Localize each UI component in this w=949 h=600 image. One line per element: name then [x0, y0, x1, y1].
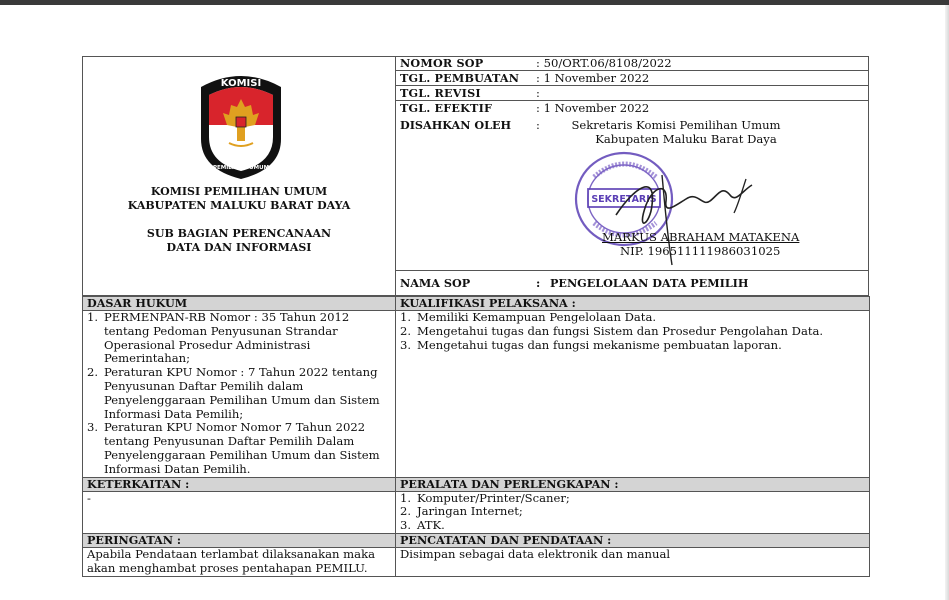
nama-sop-row: NAMA SOP : PENGELOLAAN DATA PEMILIH — [396, 270, 868, 295]
section-content-row — [83, 491, 870, 533]
approver-name: MARKUS ABRAHAM MATAKENA — [602, 230, 800, 244]
peralatan-header: PERALATA DAN PERLENGKAPAN : — [396, 477, 870, 491]
peringatan-content: Apabila Pendataan terlambat dilaksanakan maka akan menghambat proses pentahapan PEMILU. — [83, 547, 396, 576]
approval-label: DISAHKAN OLEH — [400, 118, 512, 132]
peringatan-header: PERINGATAN : — [83, 533, 396, 547]
sop-header — [82, 56, 869, 296]
section-content-row — [83, 311, 870, 478]
peralatan-list — [400, 492, 865, 533]
sop-details-table — [82, 296, 870, 577]
section-header-row — [83, 477, 870, 491]
section-content-row — [83, 547, 870, 576]
sop-name: PENGELOLAAN DATA PEMILIH — [550, 276, 749, 290]
list-item: 1. Komputer/Printer/Scaner; — [400, 490, 570, 505]
kualifikasi-list — [400, 311, 865, 352]
kpu-logo-icon — [193, 69, 289, 181]
kualifikasi-content — [396, 311, 870, 478]
meta-row-nomor-sop: NOMOR SOP : 50/ORT.06/8108/2022 — [396, 57, 868, 71]
section-header-row — [83, 297, 870, 311]
list-item: 1. PERMENPAN-RB Nomor : 35 Tahun 2012 tentang Pedoman Penyusunan Strandar Operasional Prosedur Administrasi Pemerintahan; — [87, 310, 350, 366]
svg-text:KOMISI: KOMISI — [220, 78, 262, 89]
approver-nip: NIP. 196511111986031025 — [620, 244, 781, 258]
section-header-row — [83, 533, 870, 547]
keterkaitan-header: KETERKAITAN : — [83, 477, 396, 491]
window-top-bar — [0, 0, 949, 5]
approver-title: Sekretaris Komisi Pemilihan Umum — [571, 118, 781, 132]
kualifikasi-header: KUALIFIKASI PELAKSANA : — [396, 297, 870, 311]
svg-text:PEMILIHAN UMUM: PEMILIHAN UMUM — [212, 165, 270, 171]
keterkaitan-content: - — [83, 491, 396, 533]
sop-metadata — [396, 57, 868, 295]
peralatan-content — [396, 491, 870, 533]
dasar-hukum-list — [87, 311, 391, 477]
organization-name: KOMISI PEMILIHAN UMUM KABUPATEN MALUKU BARAT DAYA — [127, 185, 351, 212]
pencatatan-header: PENCATATAN DAN PENDATAAN : — [396, 533, 870, 547]
list-item: 3. ATK. — [400, 518, 445, 533]
list-item: 2. Peraturan KPU Nomor : 7 Tahun 2022 tentang Penyusunan Daftar Pemilih dalam Penyelenggaraan Pemilihan Umum dan Sistem Informasi Data Pemilih; — [87, 365, 380, 421]
list-item: 2. Jaringan Internet; — [400, 504, 523, 519]
meta-row-tgl-efektif: TGL. EFEKTIF : 1 November 2022 — [400, 101, 650, 115]
list-item: 3. Mengetahui tugas dan fungsi mekanisme pembuatan laporan. — [400, 337, 782, 352]
organization-block — [83, 57, 396, 295]
approval-colon: : — [536, 118, 540, 132]
list-item: 2. Mengetahui tugas dan fungsi Sistem dan Prosedur Pengolahan Data. — [400, 323, 824, 338]
meta-row-tgl-revisi: TGL. REVISI : — [396, 87, 868, 101]
organization-unit: SUB BAGIAN PERENCANAAN DATA DAN INFORMASI — [146, 227, 332, 254]
meta-row-tgl-pembuatan: TGL. PEMBUATAN : 1 November 2022 — [396, 72, 868, 86]
list-item: 3. Peraturan KPU Nomor Nomor 7 Tahun 2022 tentang Penyusunan Daftar Pemilih Dalam Penyelenggaraan Pemilihan Umum dan Sistem Informasi Datan Pemilih. — [87, 420, 380, 476]
approver-office: Kabupaten Maluku Barat Daya — [595, 132, 777, 146]
pencatatan-content: Disimpan sebagai data elektronik dan manual — [396, 547, 870, 576]
dasar-hukum-header: DASAR HUKUM — [83, 297, 396, 311]
list-item: 1. Memiliki Kemampuan Pengelolaan Data. — [400, 310, 657, 324]
page-edge-shadow — [945, 5, 949, 600]
svg-text:SEKRETARIS: SEKRETARIS — [591, 194, 657, 205]
sop-document — [82, 56, 869, 577]
dasar-hukum-content — [83, 311, 396, 478]
